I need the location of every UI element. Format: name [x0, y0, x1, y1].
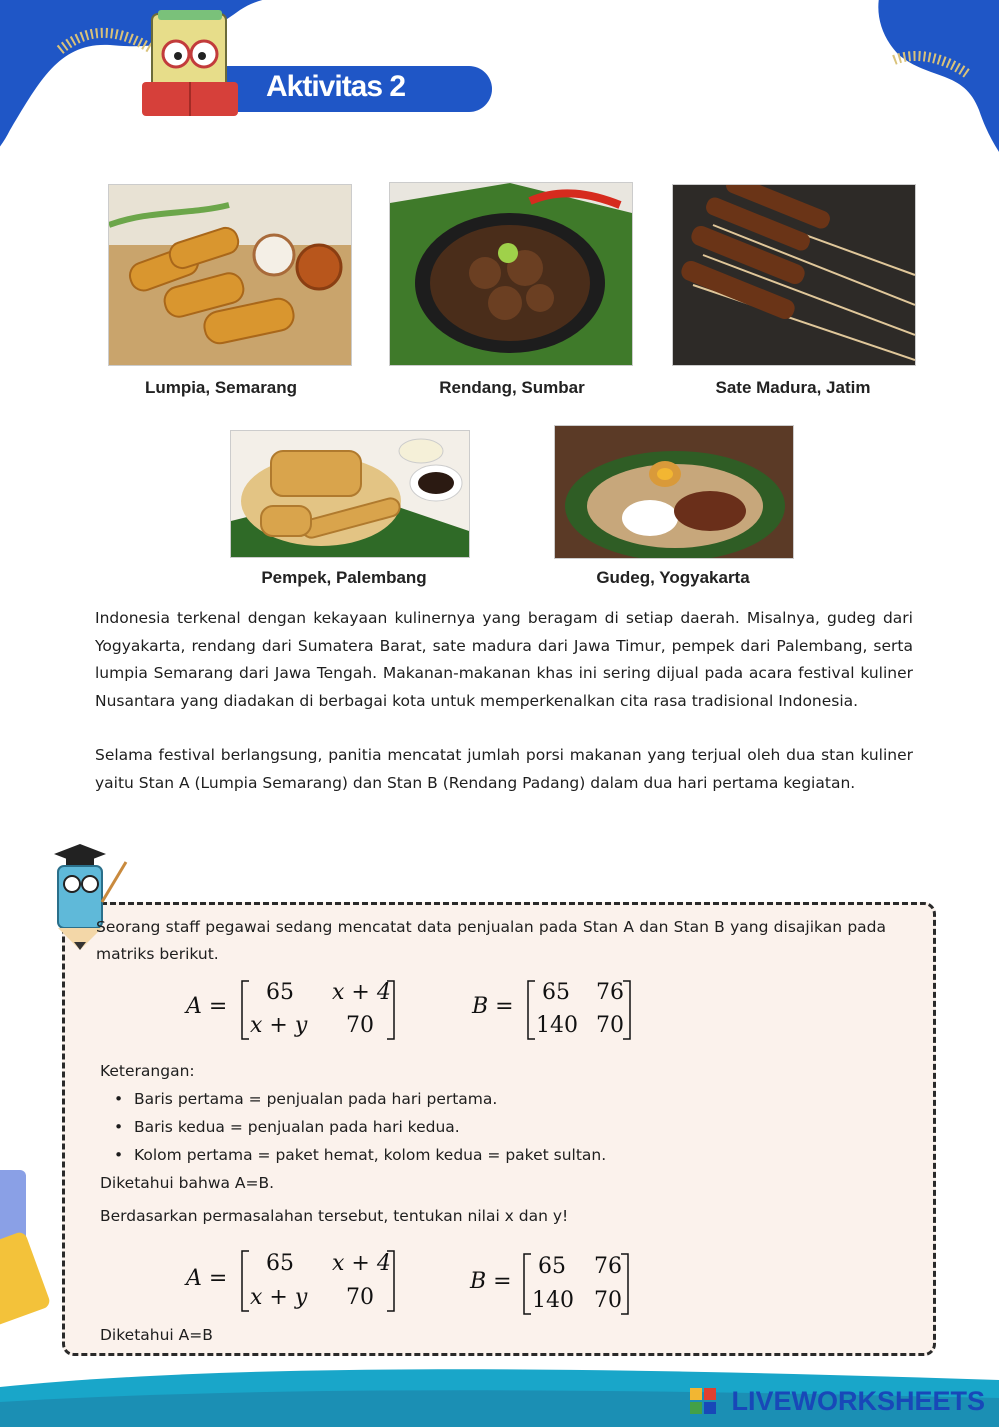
matrix-a-r2c1: x + y — [250, 1013, 308, 1038]
caption-pempek: Pempek, Palembang — [261, 568, 427, 587]
lumpia-photo — [108, 184, 352, 366]
decorative-card-icon — [0, 1160, 54, 1330]
matrix-a-r1c1: 65 — [266, 980, 294, 1005]
matrix-b-r2c1: 140 — [536, 1013, 578, 1038]
matrix-b-r1c2: 76 — [594, 1254, 622, 1279]
keterangan-title: Keterangan: — [100, 1062, 195, 1080]
matrix-a-r1c2: x + 4 — [332, 1251, 391, 1276]
matrix-b-r2c2: 70 — [594, 1288, 622, 1313]
rendang-photo — [389, 182, 633, 366]
matrix-a-r1c2: x + 4 — [332, 980, 391, 1005]
caption-gudeg: Gudeg, Yogyakarta — [596, 568, 750, 587]
keterangan-item: Baris pertama = penjualan pada hari pertama. — [134, 1090, 498, 1108]
book-mascot-icon — [134, 8, 246, 126]
matrix-b-label: B = — [470, 1269, 512, 1294]
bracket-right — [386, 1250, 396, 1312]
matrix-a-r1c1: 65 — [266, 1251, 294, 1276]
bracket-left — [526, 980, 536, 1040]
sate-photo — [672, 184, 916, 366]
matrix-b-r1c2: 76 — [596, 980, 624, 1005]
given-statement-2: Diketahui A=B — [100, 1326, 213, 1344]
pempek-photo — [230, 430, 470, 558]
bullet-dot-icon: • — [114, 1118, 124, 1136]
bracket-right — [622, 980, 632, 1040]
page-title: Aktivitas 2 — [266, 70, 406, 103]
question-text: Berdasarkan permasalahan tersebut, tentukan nilai x dan y! — [100, 1207, 569, 1225]
bracket-right — [620, 1253, 630, 1315]
liveworksheets-logo-icon — [690, 1388, 716, 1414]
matrix-a-r2c2: 70 — [346, 1285, 374, 1310]
caption-sate: Sate Madura, Jatim — [715, 378, 871, 397]
matrix-b-r2c2: 70 — [596, 1013, 624, 1038]
keterangan-item: Baris kedua = penjualan pada hari kedua. — [134, 1118, 460, 1136]
bracket-left — [240, 1250, 250, 1312]
matrix-a-label: A = — [186, 1266, 228, 1291]
matrix-a-label: A = — [186, 994, 228, 1019]
liveworksheets-brand: LIVEWORKSHEETS — [731, 1386, 985, 1416]
caption-rendang: Rendang, Sumbar — [439, 378, 585, 397]
bullet-dot-icon: • — [114, 1090, 124, 1108]
matrix-b — [472, 980, 642, 1042]
caption-lumpia: Lumpia, Semarang — [144, 378, 298, 397]
gudeg-photo — [554, 425, 794, 559]
bullet-dot-icon: • — [114, 1146, 124, 1164]
matrix-a-r2c1: x + y — [250, 1285, 308, 1310]
bracket-left — [522, 1253, 532, 1315]
intro-paragraph-2: Selama festival berlangsung, panitia mencatat jumlah porsi makanan yang terjual oleh dua stan kuliner yaitu Stan A (Lumpia Semarang) dan Stan B (Rendang Padang) dalam dua hari pertama kegiatan. — [95, 746, 913, 792]
matrix-a-repeat — [186, 1250, 416, 1312]
matrix-a — [186, 980, 416, 1042]
header-blob-right — [839, 0, 999, 190]
given-statement: Diketahui bahwa A=B. — [100, 1174, 275, 1192]
intro-paragraph-1: Indonesia terkenal dengan kekayaan kulinernya yang beragam di setiap daerah. Misalnya, gudeg dari Yogyakarta, rendang dari Sumatera Barat, sate madura dari Jawa Timur, pempek dari Palembang, serta lumpia Semarang dari Jawa Tengah. Makanan-makanan khas ini sering dijual pada acara festival kuliner Nusantara yang diadakan di berbagai kota untuk memperkenalkan cita rasa tradisional Indonesia. — [95, 609, 913, 710]
matrix-b-repeat — [470, 1253, 640, 1315]
matrix-b-r1c1: 65 — [542, 980, 570, 1005]
matrix-b-r1c1: 65 — [538, 1254, 566, 1279]
problem-statement: Seorang staff pegawai sedang mencatat data penjualan pada Stan A dan Stan B yang disajikan pada matriks berikut. — [96, 918, 886, 963]
matrix-a-r2c2: 70 — [346, 1013, 374, 1038]
keterangan-item: Kolom pertama = paket hemat, kolom kedua = paket sultan. — [134, 1146, 607, 1164]
matrix-b-label: B = — [472, 994, 514, 1019]
matrix-b-r2c1: 140 — [532, 1288, 574, 1313]
bracket-right — [386, 980, 396, 1040]
bracket-left — [240, 980, 250, 1040]
